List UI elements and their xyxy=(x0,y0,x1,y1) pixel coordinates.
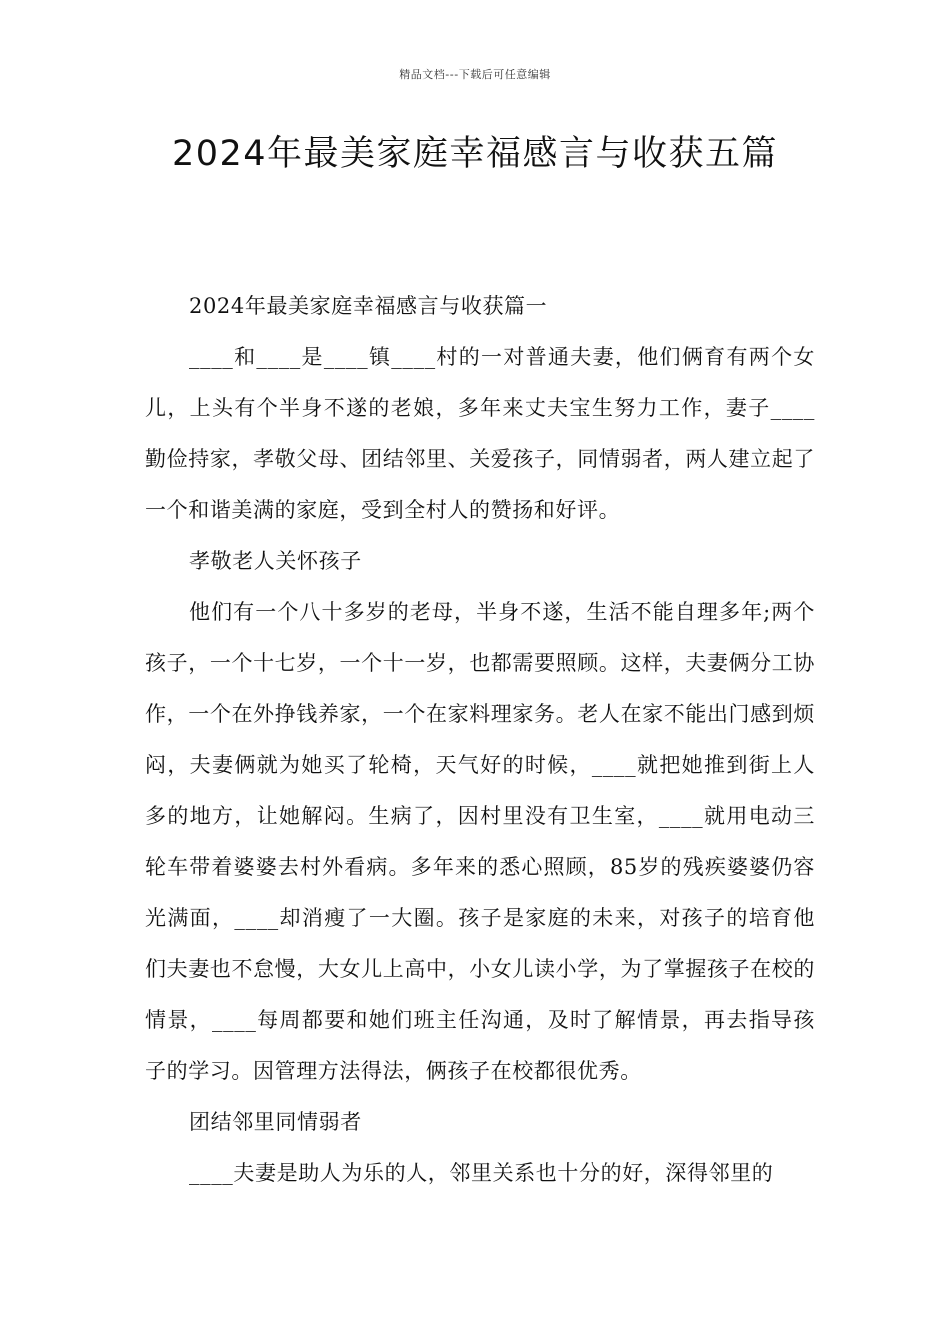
section-heading-neighbors: 团结邻里同情弱者 xyxy=(189,1110,362,1134)
document-title: 2024年最美家庭幸福感言与收获五篇 xyxy=(171,134,779,174)
section-heading-1: 2024年最美家庭幸福感言与收获篇一 xyxy=(189,294,548,318)
body-paragraph-care: 他们有一个八十多岁的老母，半身不遂，生活不能自理多年;两个孩子，一个十七岁，一个十一岁，也都需要照顾。这样，夫妻俩分工协作，一个在外挣钱养家，一个在家料理家务。老人在家不能出门感到烦闷，夫妻俩就为她买了轮椅，天气好的时候，____就把她推到街上人多的地方，让她解闷。生病了，因村里没有卫生室，____就用电动三轮车带着婆婆去村外看病。多年来的悉心照顾，85岁的残疾婆婆仍容光满面，____却消瘦了一大圈。孩子是家庭的未来，对孩子的培育他们夫妻也不怠慢，大女儿上高中，小女儿读小学，为了掌握孩子在校的情景，____每周都要和她们班主任沟通，及时了解情景，再去指导孩子的学习。因管理方法得法，俩孩子在校都很优秀。 xyxy=(145,600,815,1083)
body-paragraph-intro: ____和____是____镇____村的一对普通夫妻，他们俩育有两个女儿，上头有个半身不遂的老娘，多年来丈夫宝生努力工作，妻子____勤俭持家，孝敬父母、团结邻里、关爱孩子，同情弱者，两人建立起了一个和谐美满的家庭，受到全村人的赞扬和好评。 xyxy=(145,345,815,522)
header-note: 精品文档---下载后可任意编辑 xyxy=(399,68,551,81)
document-body xyxy=(145,281,815,1199)
section-heading-filial-piety: 孝敬老人关怀孩子 xyxy=(189,549,362,573)
body-paragraph-neighbors: ____夫妻是助人为乐的人，邻里关系也十分的好，深得邻里的 xyxy=(189,1161,774,1185)
